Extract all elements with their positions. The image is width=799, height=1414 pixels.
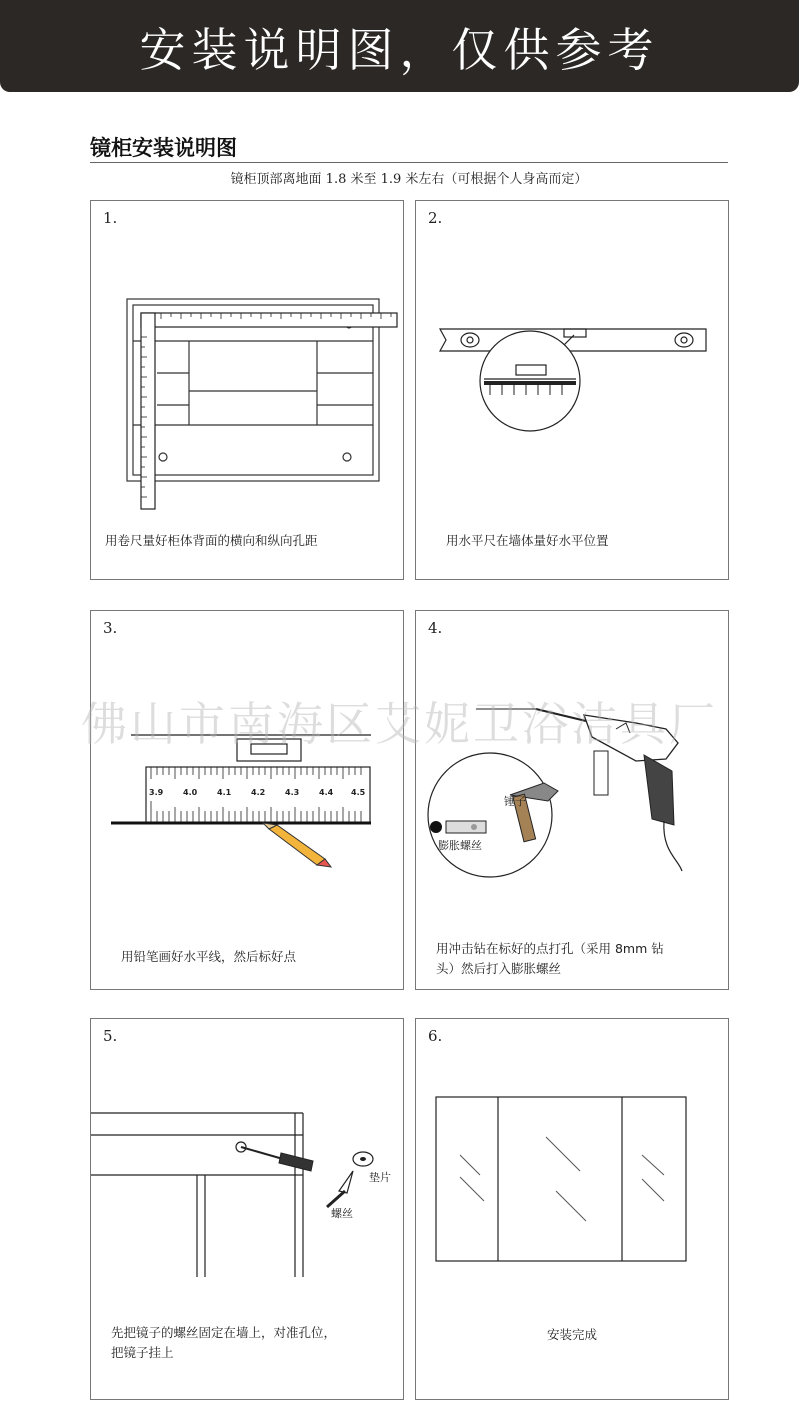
step-number: 4. xyxy=(428,619,443,637)
cabinet-measure-illustration xyxy=(91,201,403,579)
section-subtitle: 镜柜顶部离地面 1.8 米至 1.9 米左右（可根据个人身高而定） xyxy=(230,172,588,187)
step-5-panel xyxy=(90,1018,404,1400)
hammer-label: 锤子 xyxy=(504,795,526,808)
step-caption: 用卷尺量好柜体背面的横向和纵向孔距 xyxy=(105,533,318,548)
step-number: 2. xyxy=(428,209,443,227)
step-caption: 安装完成 xyxy=(546,1327,597,1342)
ruler-mark: 4.4 xyxy=(319,788,334,797)
step-caption: 用铅笔画好水平线，然后标好点 xyxy=(121,949,297,964)
screw-icon xyxy=(327,1171,353,1207)
section-title: 镜柜安装说明图 xyxy=(90,136,237,160)
caption-line: 用冲击钻在标好的点打孔（采用 8mm 钻 xyxy=(436,941,664,956)
spirit-level-illustration xyxy=(416,201,728,579)
anchor-label: 膨胀螺丝 xyxy=(438,839,482,852)
watermark: 佛山市南海区艾妮卫浴洁具厂 xyxy=(81,697,718,751)
step-3-panel xyxy=(90,610,404,990)
pencil-icon xyxy=(263,823,331,867)
step-number: 3. xyxy=(103,619,118,637)
step-2-panel xyxy=(415,200,729,580)
step-caption xyxy=(111,1323,336,1363)
step-caption: 用水平尺在墙体量好水平位置 xyxy=(446,533,609,548)
caption-line: 头）然后打入膨胀螺丝 xyxy=(436,961,562,976)
ruler-mark: 4.0 xyxy=(183,788,198,797)
banner-title: 安装说明图，仅供参考 xyxy=(139,23,660,77)
step-number: 1. xyxy=(103,209,118,227)
ruler-mark: 3.9 xyxy=(149,788,164,797)
step-1-panel xyxy=(90,200,404,580)
step-4-panel xyxy=(415,610,729,990)
header-banner xyxy=(0,0,799,92)
screw-label: 螺丝 xyxy=(331,1207,353,1220)
screwdriver-icon xyxy=(241,1147,313,1171)
ruler-mark: 4.1 xyxy=(217,788,232,797)
drill-icon xyxy=(536,709,682,871)
caption-line: 把镜子挂上 xyxy=(111,1345,174,1360)
step-number: 6. xyxy=(428,1027,443,1045)
washer-icon xyxy=(353,1152,373,1166)
caption-line: 先把镜子的螺丝固定在墙上，对准孔位， xyxy=(111,1325,337,1340)
anchor-icon xyxy=(430,821,486,833)
ruler-mark: 4.3 xyxy=(285,788,300,797)
section-divider xyxy=(90,162,728,163)
ruler-mark: 4.5 xyxy=(351,788,366,797)
drill-illustration xyxy=(416,611,728,989)
step-caption xyxy=(436,939,664,979)
step-number: 5. xyxy=(103,1027,118,1045)
pencil-level-illustration xyxy=(91,611,403,989)
step-6-panel xyxy=(415,1018,729,1400)
ruler-mark: 4.2 xyxy=(251,788,266,797)
washer-label: 垫片 xyxy=(369,1171,391,1184)
